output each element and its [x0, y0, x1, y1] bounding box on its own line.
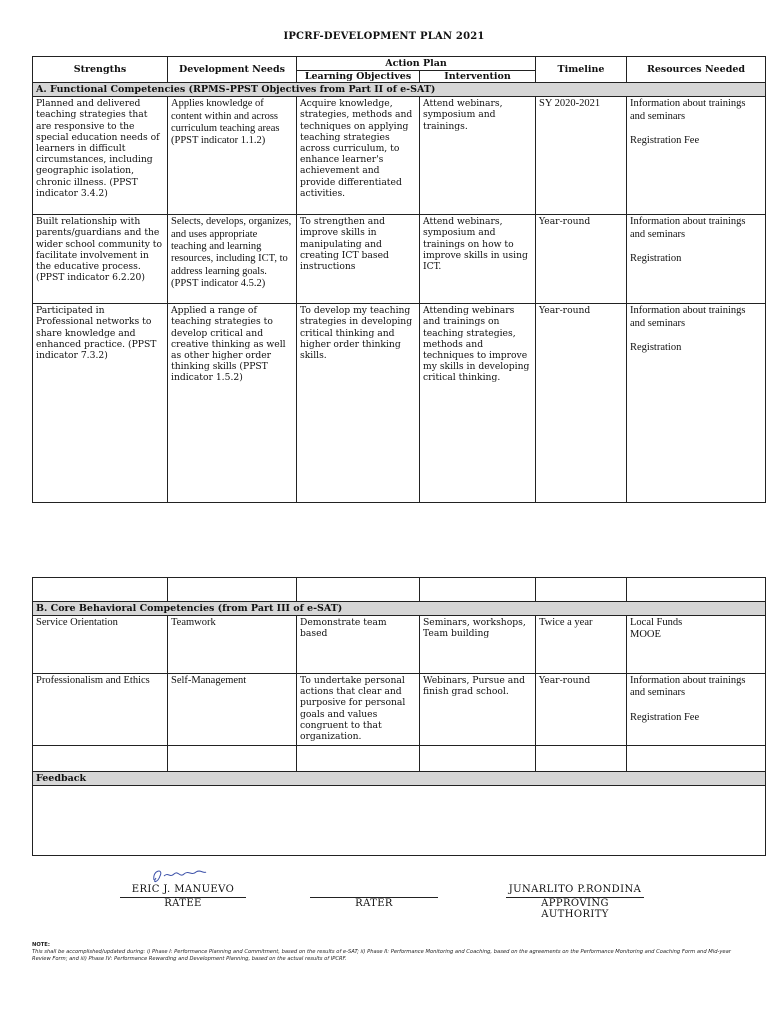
strength-cell: Participated in Professional networks to share knowledge and enhanced practice. (PPST indicator 7.3.2): [33, 304, 168, 503]
header-strengths: Strengths: [33, 57, 168, 83]
intervention-cell: Attend webinars, symposium and trainings.: [420, 97, 536, 215]
development-need-cell: Applied a range of teaching strategies to develop critical and creative thinking as well as other higher order thinking skills (PPST indicator 1.5.2): [168, 304, 297, 503]
feedback-box[interactable]: [33, 786, 766, 856]
resource-item: Registration Fee: [630, 711, 700, 723]
resource-item: MOOE: [630, 629, 661, 641]
rater-name: [310, 884, 438, 898]
header-timeline: Timeline: [536, 57, 627, 83]
resource-item: Registration: [630, 253, 682, 265]
ratee-signature: [120, 884, 246, 909]
note-label: NOTE:: [32, 942, 50, 948]
header-development-needs: Development Needs: [168, 57, 297, 83]
resource-item: Information about trainings and seminars: [630, 305, 746, 329]
intervention-cell: Webinars, Pursue and finish grad school.: [420, 674, 536, 746]
core-behavioral-table: [32, 577, 766, 856]
intervention-cell: Seminars, workshops, Team building: [420, 616, 536, 674]
resources-cell: [627, 215, 766, 304]
intervention-cell: Attending webinars and trainings on teaching strategies, methods and techniques to improve my skills in developing critical thinking.: [420, 304, 536, 503]
strength-cell: Professionalism and Ethics: [33, 674, 168, 746]
note-text: This shall be accomplished/updated during: i) Phase I: Performance Planning and Commitment, based on the results of e-SAT; ii) Phase II: Performance Monitoring and Coaching, based on the agreements on the Performance Monitoring and Coaching Form and Mid-year Review Form; and iii) Phase IV: Performance Rewarding and Development Planning, based on the actual results of IPCRF.: [32, 948, 731, 962]
resources-cell: [627, 304, 766, 503]
learning-objective-cell: Acquire knowledge, strategies, methods and techniques on applying teaching strategies across curriculum, to enhance learner's achievement and provide differentiated activities.: [297, 97, 420, 215]
strength-cell: Built relationship with parents/guardians and the wider school community to facilitate involvement in the educative process. (PPST indicator 6.2.20): [33, 215, 168, 304]
intervention-cell: Attend webinars, symposium and trainings on how to improve skills in using ICT.: [420, 215, 536, 304]
table-row: [33, 674, 766, 746]
strength-cell: Service Orientation: [33, 616, 168, 674]
development-plan-table: [32, 56, 766, 503]
table-row: [33, 215, 766, 304]
approver-signature: [506, 884, 644, 920]
development-need-cell: Applies knowledge of content within and across curriculum teaching areas (PPST indicator 1.1.2): [168, 97, 297, 215]
empty-row: [33, 746, 766, 772]
resource-item: Local Funds: [630, 617, 683, 628]
resource-item: Information about trainings and seminars: [630, 98, 746, 122]
learning-objective-cell: Demonstrate team based: [297, 616, 420, 674]
resources-cell: [627, 616, 766, 674]
timeline-cell: SY 2020-2021: [536, 97, 627, 215]
header-resources-needed: Resources Needed: [627, 57, 766, 83]
timeline-cell: Year-round: [536, 674, 627, 746]
table-row: [33, 97, 766, 215]
resources-cell: [627, 674, 766, 746]
feedback-label: Feedback: [33, 772, 766, 786]
strength-cell: Planned and delivered teaching strategies that are responsive to the special education needs of learners in difficult circumstances, including geographic isolation, chronic illness. (PPST indicator 3.4.2): [33, 97, 168, 215]
header-learning-objectives: Learning Objectives: [297, 71, 420, 83]
header-intervention: Intervention: [420, 71, 536, 83]
rater-signature: [310, 884, 438, 909]
resource-item: Registration: [630, 342, 682, 354]
timeline-cell: Year-round: [536, 304, 627, 503]
development-need-cell: Teamwork: [168, 616, 297, 674]
rater-role: RATER: [355, 898, 393, 909]
resource-item: Registration Fee: [630, 135, 700, 147]
development-need-cell: Self-Management: [168, 674, 297, 746]
learning-objective-cell: To undertake personal actions that clear and purposive for personal goals and values congruent to that organization.: [297, 674, 420, 746]
table-row: [33, 616, 766, 674]
ratee-role: RATEE: [164, 898, 202, 909]
resource-item: Information about trainings and seminars: [630, 675, 746, 699]
timeline-cell: Year-round: [536, 215, 627, 304]
section-a-title: A. Functional Competencies (RPMS-PPST Objectives from Part II of e-SAT): [33, 83, 766, 97]
section-b-title: B. Core Behavioral Competencies (from Part III of e-SAT): [33, 602, 766, 616]
table-row: [33, 304, 766, 503]
document-title: IPCRF-DEVELOPMENT PLAN 2021: [283, 31, 485, 42]
empty-row: [33, 578, 766, 602]
learning-objective-cell: To develop my teaching strategies in developing critical thinking and higher order thinking skills.: [297, 304, 420, 503]
header-action-plan: Action Plan: [297, 57, 536, 71]
resources-cell: [627, 97, 766, 215]
ratee-name: ERIC J. MANUEVO: [120, 884, 246, 898]
resource-item: Information about trainings and seminars: [630, 216, 746, 240]
approver-name: JUNARLITO P.RONDINA: [506, 884, 644, 898]
timeline-cell: Twice a year: [536, 616, 627, 674]
learning-objective-cell: To strengthen and improve skills in manipulating and creating ICT based instructions: [297, 215, 420, 304]
development-need-cell: Selects, develops, organizes, and uses appropriate teaching and learning resources, including ICT, to address learning goals. (PPST indicator 4.5.2): [168, 215, 297, 304]
approver-role: APPROVING AUTHORITY: [541, 898, 609, 920]
footnote: [32, 942, 732, 962]
